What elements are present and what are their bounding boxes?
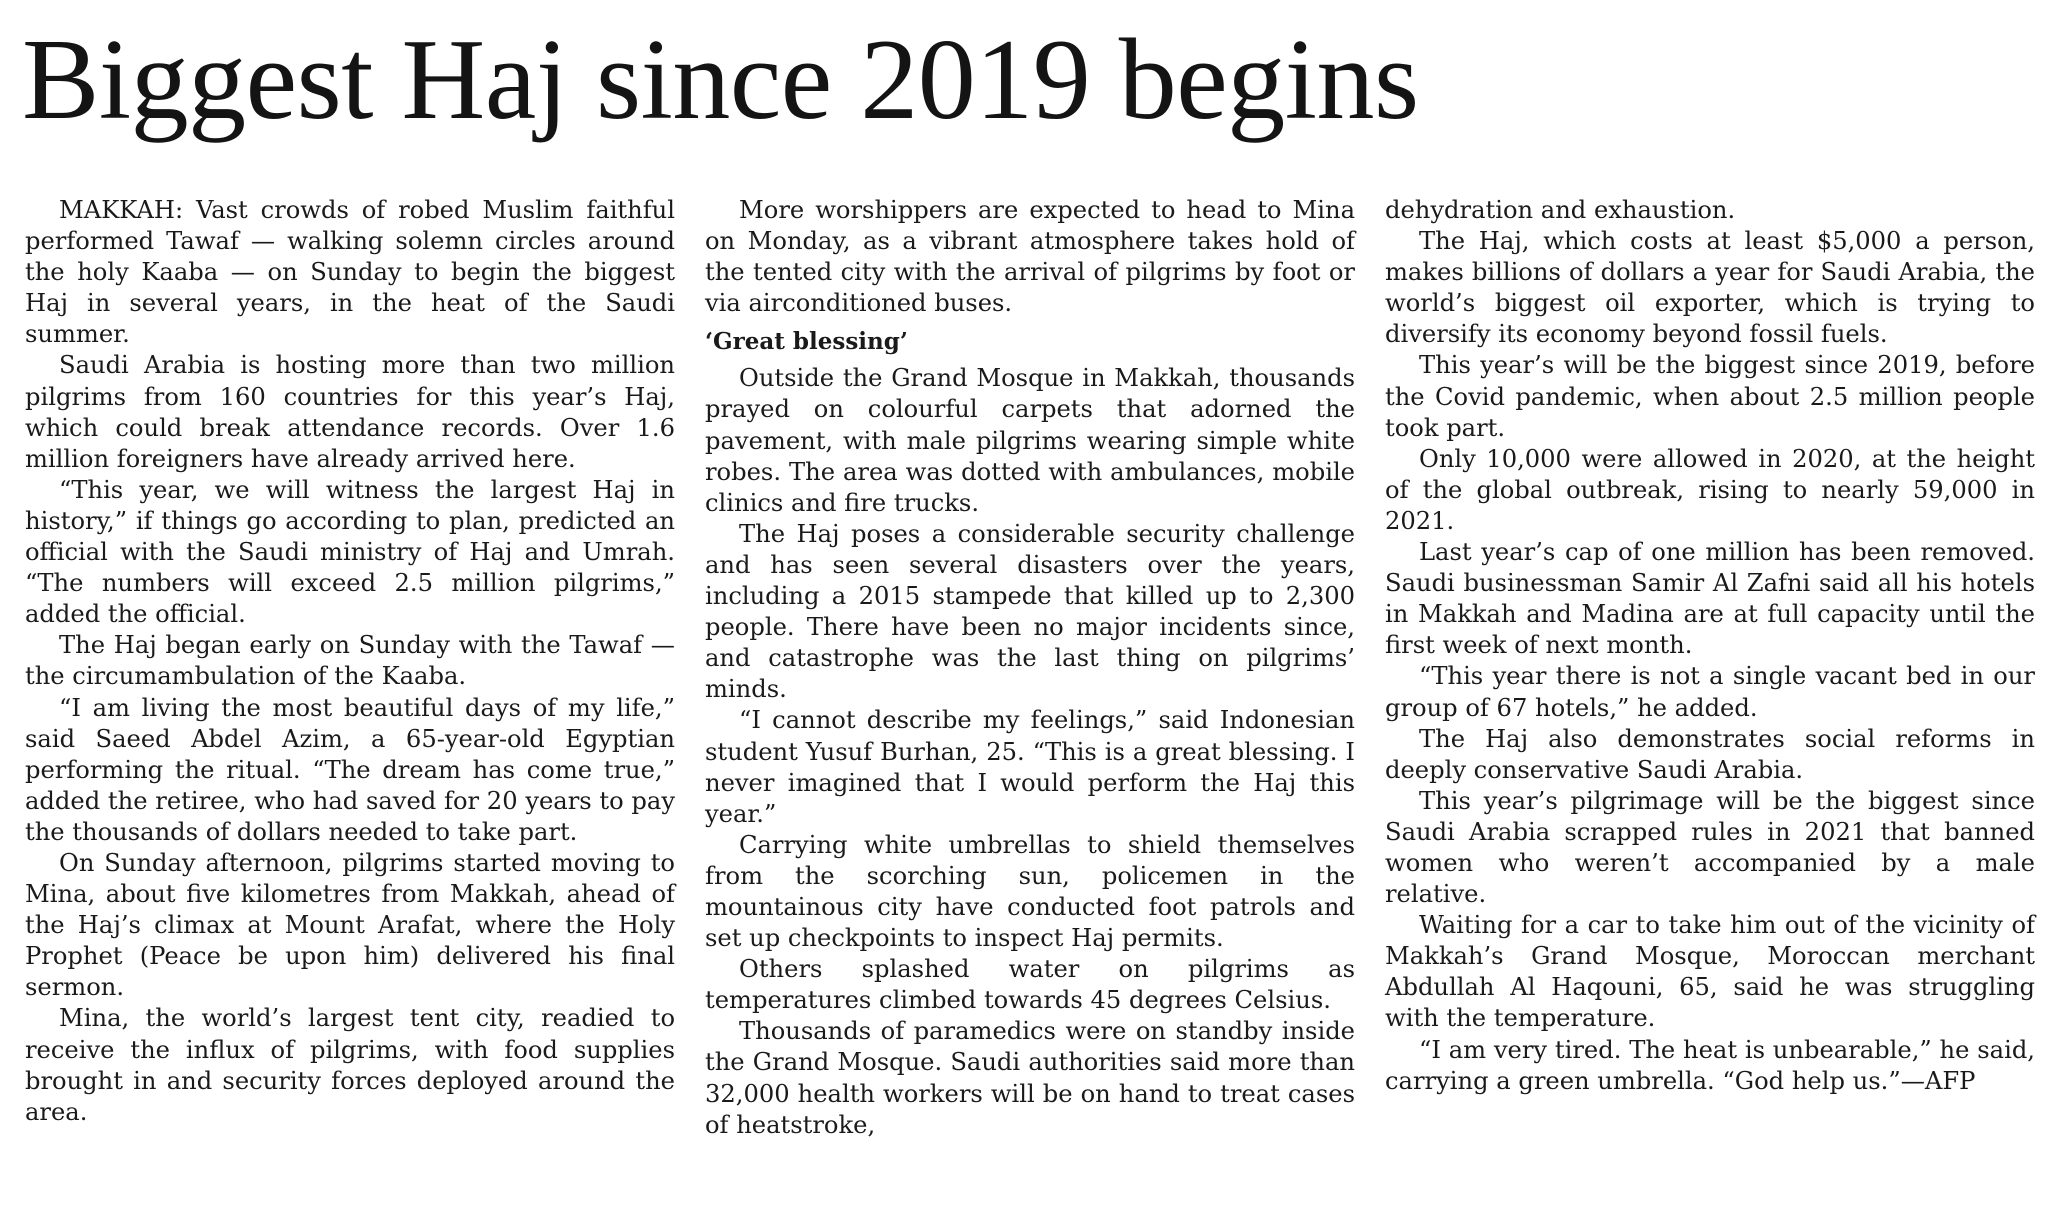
paragraph: Waiting for a car to take him out of the vicinity of Makkah’s Grand Mosque, Moroccan merchant Abdullah Al Haqouni, 65, said he was struggling with the temperature. — [1385, 911, 2035, 1033]
paragraph: The Haj, which costs at least $5,000 a person, makes billions of dollars a year for Saudi Arabia, the world’s biggest oil exporter, which is trying to diversify its economy beyond fossil fuels. — [1385, 227, 2035, 349]
paragraph: This year’s pilgrimage will be the biggest since Saudi Arabia scrapped rules in 2021 that banned women who weren’t accompanied by a male relative. — [1385, 786, 2035, 909]
paragraph: The Haj poses a considerable security challenge and has seen several disasters over the years, including a 2015 stampede that killed up to 2,300 people. There have been no major incidents since, and catastrophe was the last thing on pilgrims’ minds. — [705, 519, 1355, 704]
paragraph: Mina, the world’s largest tent city, readied to receive the influx of pilgrims, with food supplies brought in and security forces deployed around the area. — [25, 1004, 675, 1126]
article-column-2 — [705, 195, 1355, 1141]
paragraph: Saudi Arabia is hosting more than two million pilgrims from 160 countries for this year’s Haj, which could break attendance records. Over 1.6 million foreigners have already arrived here. — [25, 351, 675, 473]
continued-text: dehydration and exhaustion. — [1385, 196, 1736, 224]
paragraph: More worshippers are expected to head to Mina on Monday, as a vibrant atmosphere takes hold of the tented city with the arrival of pilgrims by foot or via airconditioned buses. — [705, 196, 1355, 318]
headline: Biggest Haj since 2019 begins — [22, 16, 1419, 144]
paragraph: This year’s will be the biggest since 2019, before the Covid pandemic, when about 2.5 million people took part. — [1385, 351, 2035, 442]
paragraph: Thousands of paramedics were on standby inside the Grand Mosque. Saudi authorities said more than 32,000 health workers will be on hand to treat cases of heatstroke, — [705, 1017, 1355, 1139]
paragraph: Others splashed water on pilgrims as temperatures climbed towards 45 degrees Celsius. — [705, 955, 1355, 1015]
paragraph: On Sunday afternoon, pilgrims started moving to Mina, about five kilometres from Makkah, ahead of the Haj’s climax at Mount Arafat, where the Holy Prophet (Peace be upon him) delivered his final sermon. — [25, 848, 675, 1002]
paragraph: “This year there is not a single vacant bed in our group of 67 hotels,” he added. — [1385, 662, 2035, 722]
paragraph: Carrying white umbrellas to shield themselves from the scorching sun, policemen in the mountainous city have conducted foot patrols and set up checkpoints to inspect Haj permits. — [705, 830, 1355, 953]
article-column-3 — [1385, 195, 2035, 1097]
article-column-1 — [25, 195, 675, 1128]
paragraph: Only 10,000 were allowed in 2020, at the height of the global outbreak, rising to nearly 59,000 in 2021. — [1385, 444, 2035, 535]
paragraph: “I cannot describe my feelings,” said Indonesian student Yusuf Burhan, 25. “This is a great blessing. I never imagined that I would perform the Haj this year.” — [705, 706, 1355, 828]
paragraph: MAKKAH: Vast crowds of robed Muslim faithful performed Tawaf — walking solemn circles around the holy Kaaba — on Sunday to begin the biggest Haj in several years, in the heat of the Saudi summer. — [25, 196, 675, 349]
paragraph: “I am very tired. The heat is unbearable,” he said, carrying a green umbrella. “God help us.”—AFP — [1385, 1035, 2035, 1095]
paragraph: The Haj began early on Sunday with the Tawaf — the circumambulation of the Kaaba. — [25, 631, 675, 691]
paragraph: The Haj also demonstrates social reforms in deeply conservative Saudi Arabia. — [1385, 724, 2035, 784]
paragraph: “I am living the most beautiful days of my life,” said Saeed Abdel Azim, a 65-year-old Egyptian performing the ritual. “The dream has come true,” added the retiree, who had saved for 20 years to pay the thousands of dollars needed to take part. — [25, 693, 675, 846]
paragraph: Outside the Grand Mosque in Makkah, thousands prayed on colourful carpets that adorned the pavement, with male pilgrims wearing simple white robes. The area was dotted with ambulances, mobile clinics and fire trucks. — [705, 364, 1355, 517]
paragraph: “This year, we will witness the largest Haj in history,” if things go according to plan, predicted an official with the Saudi ministry of Haj and Umrah. “The numbers will exceed 2.5 million pilgrims,” added the official. — [25, 475, 675, 629]
subheading: ‘Great blessing’ — [705, 328, 908, 356]
paragraph: Last year’s cap of one million has been removed. Saudi businessman Samir Al Zafni said all his hotels in Makkah and Madina are at full capacity until the first week of next month. — [1385, 538, 2035, 660]
